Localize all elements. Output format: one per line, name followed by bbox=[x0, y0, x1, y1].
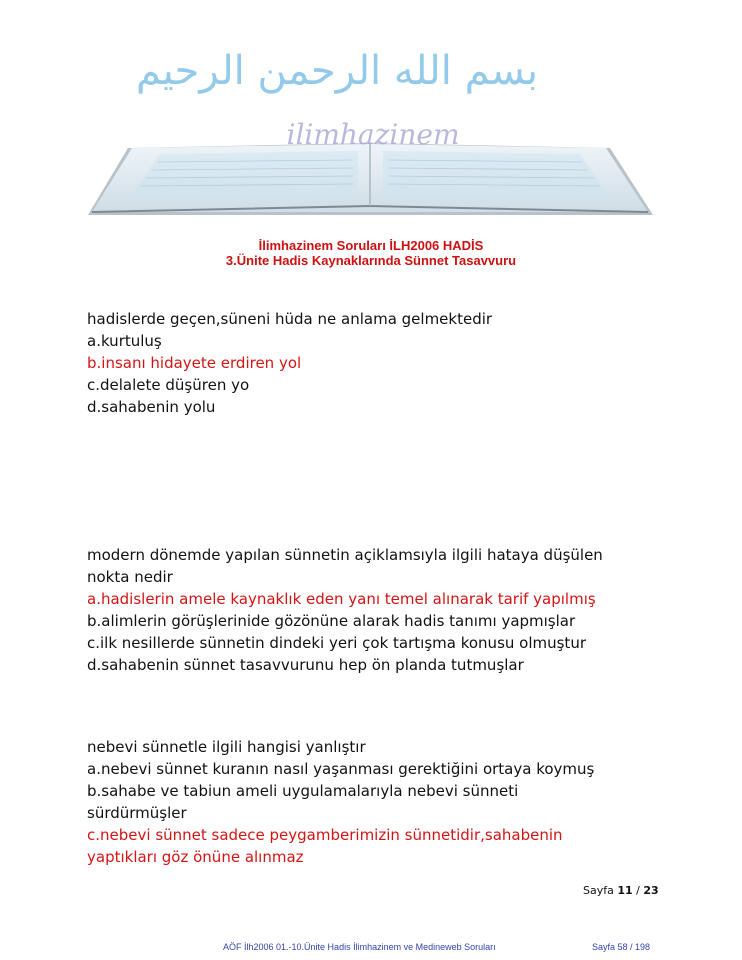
option-d: d.sahabenin sünnet tasavvurunu hep ön planda tutmuşlar bbox=[87, 656, 524, 674]
option-b-correct: b.insanı hidayete erdiren yol bbox=[87, 354, 302, 372]
option-c: c.delalete düşüren yo bbox=[87, 376, 250, 394]
calligraphy-text: بسم الله الرحمن الرحيم bbox=[135, 48, 538, 94]
header-line-1: İlimhazinem Soruları İLH2006 HADİS bbox=[258, 238, 484, 253]
footer-page: Sayfa 58 / 198 bbox=[592, 942, 651, 952]
option-a-correct: a.hadislerin amele kaynaklık eden yanı temel alınarak tarif yapılmış bbox=[87, 590, 596, 608]
option-a: a.kurtuluş bbox=[87, 332, 162, 350]
option-b: b.sahabe ve tabiun ameli uygulamalarıyla nebevi sünneti bbox=[87, 782, 519, 800]
question-text: hadislerde geçen,süneni hüda ne anlama gelmektedir bbox=[87, 310, 493, 328]
option-c-correct-cont: yaptıkları göz önüne alınmaz bbox=[87, 848, 304, 866]
option-a: a.nebevi sünnet kuranın nasıl yaşanması gerektiğini ortaya koymuş bbox=[87, 760, 595, 778]
option-c: c.ilk nesillerde sünnetin dindeki yeri çok tartışma konusu olmuştur bbox=[87, 634, 586, 652]
page-current: 11 bbox=[617, 884, 633, 897]
question-3 bbox=[87, 736, 594, 868]
option-c-correct: c.nebevi sünnet sadece peygamberimizin sünnetidir,sahabenin bbox=[87, 826, 563, 844]
option-d: d.sahabenin yolu bbox=[87, 398, 216, 416]
page-number bbox=[583, 884, 659, 897]
footer-title: AÖF İlh2006 01.-10.Ünite Hadis İlimhazinem ve Medineweb Soruları bbox=[223, 942, 496, 952]
watermark-text: ilimhazinem bbox=[286, 118, 460, 151]
header-line-2: 3.Ünite Hadis Kaynaklarında Sünnet Tasavvuru bbox=[225, 253, 517, 268]
question-text: modern dönemde yapılan sünnetin açiklamsıyla ilgili hataya düşülen bbox=[87, 546, 603, 564]
question-2 bbox=[87, 544, 603, 676]
option-b: b.alimlerin görüşlerinide gözönüne alarak hadis tanımı yapmışlar bbox=[87, 612, 576, 630]
question-text-cont: nokta nedir bbox=[87, 568, 173, 586]
question-1 bbox=[87, 308, 492, 418]
page-separator: / bbox=[636, 884, 640, 897]
page-total: 23 bbox=[643, 884, 659, 897]
option-b-cont: sürdürmüşler bbox=[87, 804, 187, 822]
question-text: nebevi sünnetle ilgili hangisi yanlıştır bbox=[87, 738, 366, 756]
banner-image bbox=[88, 40, 658, 220]
page-label: Sayfa bbox=[583, 884, 614, 897]
document-header bbox=[0, 238, 742, 268]
